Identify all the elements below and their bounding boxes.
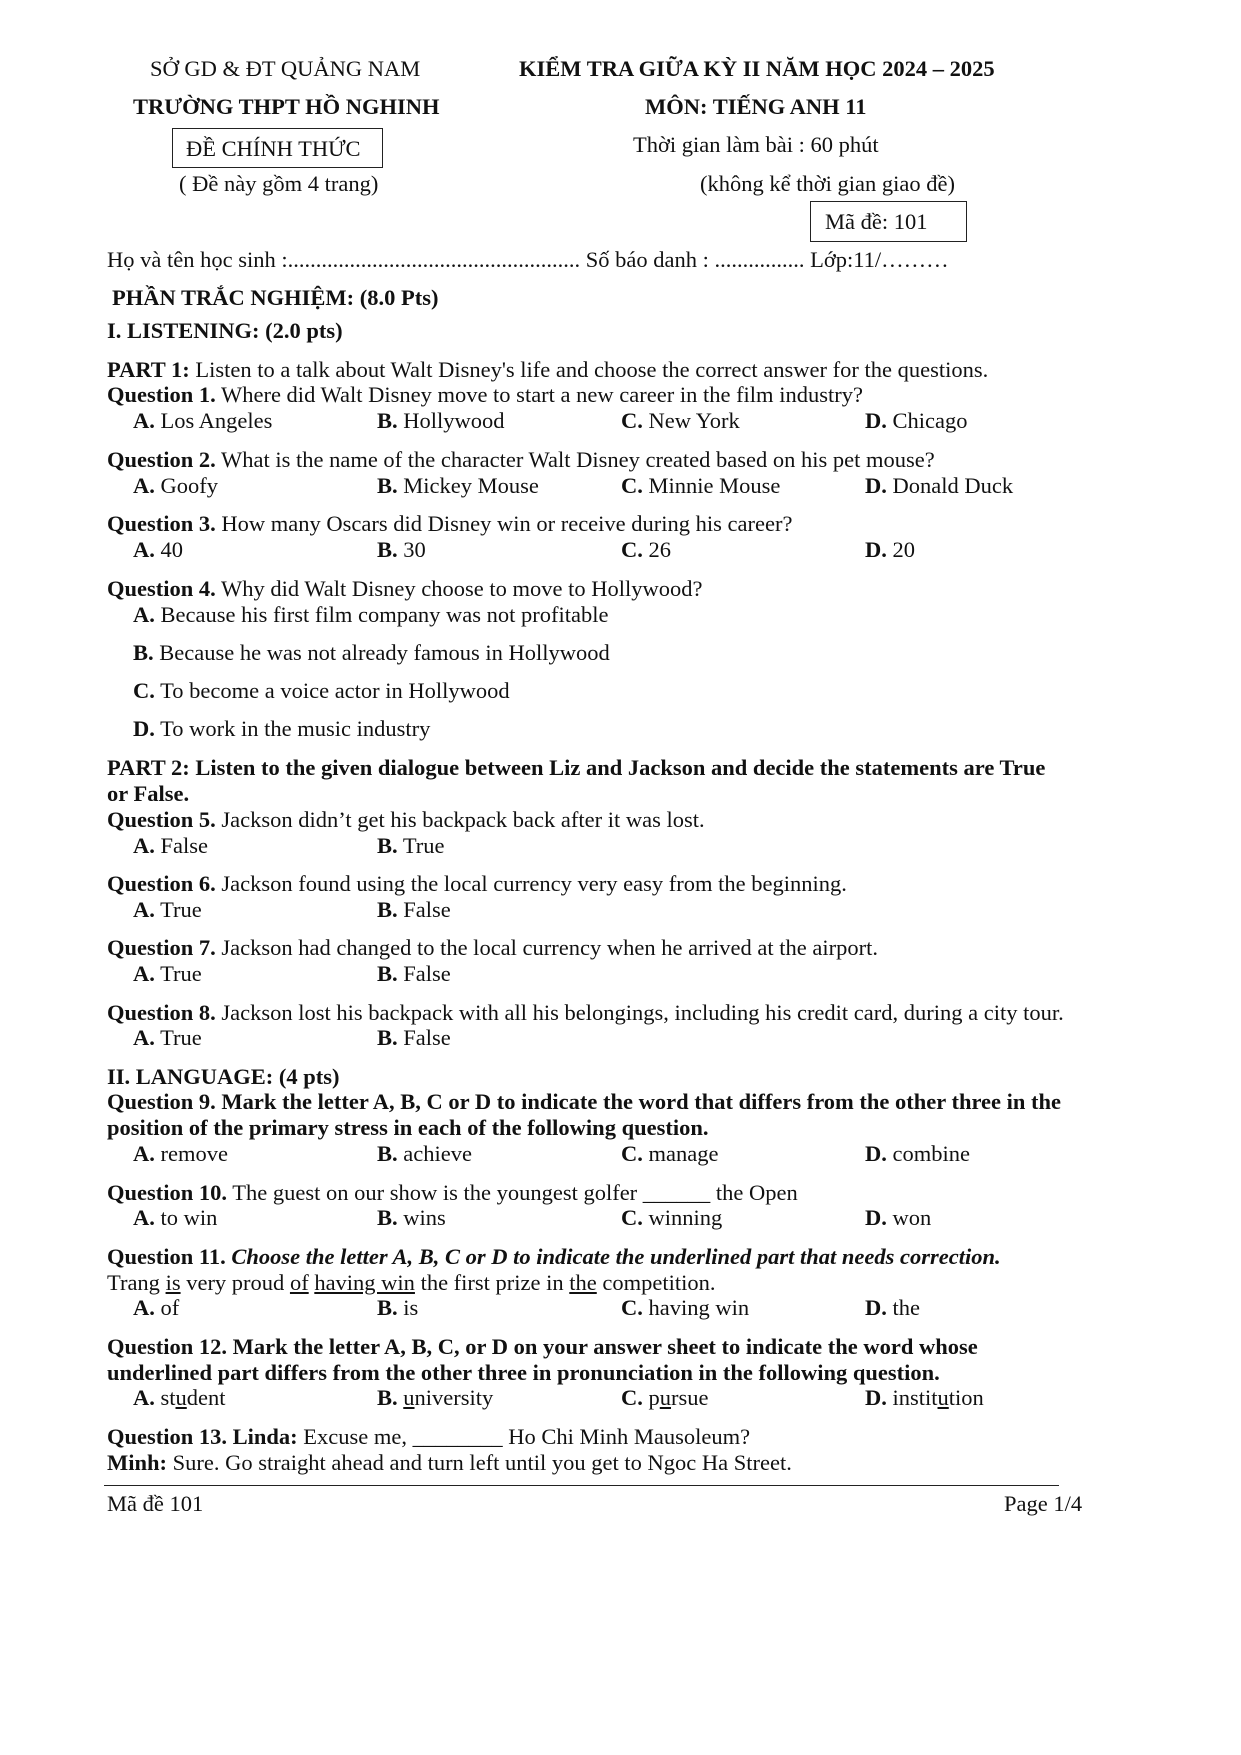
- part1-text: Listen to a talk about Walt Disney's life and choose the correct answer for the questions.: [189, 357, 989, 382]
- option-letter: B.: [377, 1295, 398, 1320]
- question-label: Question 2.: [107, 447, 216, 472]
- section-language: II. LANGUAGE: (4 pts): [107, 1064, 340, 1089]
- sentence-text: Trang: [107, 1270, 166, 1295]
- underlined-part: is: [165, 1270, 181, 1295]
- option-letter: D.: [865, 408, 887, 433]
- option-text: instit: [886, 1385, 938, 1410]
- student-info-line: Họ và tên học sinh :.................................................... Số báo danh : ................ Lớp:11/………: [107, 247, 949, 272]
- option-text: st: [154, 1385, 176, 1410]
- option-letter: D.: [865, 473, 887, 498]
- option-letter: B.: [133, 640, 154, 665]
- option-letter: C.: [621, 1205, 643, 1230]
- option-letter: B.: [377, 1385, 398, 1410]
- question-8: [107, 1000, 1064, 1026]
- subject-title: MÔN: TIẾNG ANH 11: [645, 94, 867, 119]
- option-letter: D.: [133, 716, 155, 741]
- q10-option-a[interactable]: [133, 1205, 217, 1231]
- q4-option-a[interactable]: [133, 602, 609, 628]
- sentence-text: very proud: [180, 1270, 290, 1295]
- option-letter: B.: [377, 961, 398, 986]
- underlined-part: u: [937, 1385, 949, 1410]
- option-letter: C.: [621, 473, 643, 498]
- option-text: True: [154, 1025, 202, 1050]
- q10-option-d[interactable]: [865, 1205, 931, 1231]
- option-letter: B.: [377, 408, 398, 433]
- question-9-line2: position of the primary stress in each of the following question.: [107, 1115, 709, 1140]
- option-text: True: [154, 897, 202, 922]
- option-text: of: [154, 1295, 180, 1320]
- option-text: won: [886, 1205, 932, 1230]
- q11-option-c[interactable]: [621, 1295, 749, 1321]
- part1-label: PART 1:: [107, 357, 190, 382]
- option-text: tion: [948, 1385, 984, 1410]
- question-9-line1: Question 9. Mark the letter A, B, C or D to indicate the word that differs from the other three in the: [107, 1089, 1062, 1114]
- option-letter: B.: [377, 1025, 398, 1050]
- option-text: 40: [154, 537, 183, 562]
- question-label: Question 7.: [107, 935, 216, 960]
- question-11: [107, 1244, 1001, 1270]
- department-name: SỞ GD & ĐT QUẢNG NAM: [150, 56, 421, 81]
- option-text: Minnie Mouse: [642, 473, 781, 498]
- q7-option-b[interactable]: [377, 961, 451, 987]
- option-text: False: [397, 897, 451, 922]
- question-12-line1: Question 12. Mark the letter A, B, C, or D on your answer sheet to indicate the word whose: [107, 1334, 978, 1359]
- q3-option-a[interactable]: [133, 537, 183, 563]
- q4-option-c[interactable]: [133, 678, 510, 704]
- q2-option-c[interactable]: [621, 473, 780, 499]
- question-7: [107, 935, 878, 961]
- underlined-part: u: [403, 1385, 415, 1410]
- option-text: Los Angeles: [154, 408, 273, 433]
- q1-option-c[interactable]: [621, 408, 740, 434]
- question-13-reply: [107, 1450, 792, 1476]
- option-letter: C.: [621, 1385, 643, 1410]
- option-text: p: [642, 1385, 660, 1410]
- question-5: [107, 807, 705, 833]
- option-text: True: [154, 961, 202, 986]
- option-letter: D.: [865, 1295, 887, 1320]
- question-text: How many Oscars did Disney win or receive during his career?: [215, 511, 793, 536]
- option-letter: A.: [133, 1295, 155, 1320]
- option-letter: C.: [133, 678, 155, 703]
- footer-page-number: Page 1/4: [1004, 1491, 1083, 1516]
- option-text: Donald Duck: [886, 473, 1014, 498]
- question-label: Question 4.: [107, 576, 216, 601]
- option-letter: D.: [865, 1205, 887, 1230]
- option-text: True: [397, 833, 445, 858]
- exam-code: Mã đề: 101: [825, 209, 928, 234]
- q3-option-b[interactable]: [377, 537, 426, 563]
- option-text: Goofy: [154, 473, 218, 498]
- question-label: Question 3.: [107, 511, 216, 536]
- q9-option-c[interactable]: [621, 1141, 718, 1167]
- q3-option-c[interactable]: [621, 537, 671, 563]
- option-letter: B.: [377, 1141, 398, 1166]
- option-text: rsue: [671, 1385, 709, 1410]
- option-letter: A.: [133, 1141, 155, 1166]
- sentence-text: the first prize in: [414, 1270, 570, 1295]
- option-text: Because his first film company was not profitable: [154, 602, 609, 627]
- option-letter: C.: [621, 1295, 643, 1320]
- option-text: niversity: [414, 1385, 494, 1410]
- question-text: Jackson had changed to the local currency when he arrived at the airport.: [215, 935, 878, 960]
- option-letter: B.: [377, 537, 398, 562]
- option-letter: B.: [377, 1205, 398, 1230]
- q12-option-a[interactable]: [133, 1385, 226, 1411]
- underlined-part: of: [289, 1270, 309, 1295]
- question-10: [107, 1180, 798, 1206]
- footer-divider: [104, 1485, 1059, 1486]
- option-text: remove: [154, 1141, 228, 1166]
- option-letter: A.: [133, 1025, 155, 1050]
- q9-option-b[interactable]: [377, 1141, 472, 1167]
- section-listening: I. LISTENING: (2.0 pts): [107, 318, 343, 343]
- option-text: To become a voice actor in Hollywood: [154, 678, 510, 703]
- question-label: Question 8.: [107, 1000, 216, 1025]
- option-letter: D.: [865, 537, 887, 562]
- option-text: To work in the music industry: [154, 716, 431, 741]
- q5-option-a[interactable]: [133, 833, 208, 859]
- option-text: False: [154, 833, 208, 858]
- underlined-part: having win: [314, 1270, 415, 1295]
- reply-text: Sure. Go straight ahead and turn left until you get to Ngoc Ha Street.: [167, 1450, 792, 1475]
- question-text: Excuse me, ________ Ho Chi Minh Mausoleum?: [297, 1424, 751, 1449]
- speaker-label: Minh:: [107, 1450, 168, 1475]
- question-text: Jackson didn’t get his backpack back after it was lost.: [215, 807, 705, 832]
- option-text: False: [397, 1025, 451, 1050]
- option-letter: A.: [133, 473, 155, 498]
- question-label: Question 13. Linda:: [107, 1424, 298, 1449]
- option-letter: A.: [133, 1205, 155, 1230]
- option-letter: C.: [621, 408, 643, 433]
- question-instruction: Choose the letter A, B, C or D to indicate the underlined part that needs correction.: [225, 1244, 1001, 1269]
- option-letter: A.: [133, 897, 155, 922]
- q1-option-d[interactable]: [865, 408, 967, 434]
- q4-option-d[interactable]: [133, 716, 430, 742]
- option-text: 30: [397, 537, 426, 562]
- question-2: [107, 447, 935, 473]
- option-letter: A.: [133, 833, 155, 858]
- part1-instruction: [107, 357, 988, 383]
- option-text: to win: [154, 1205, 218, 1230]
- q2-option-a[interactable]: [133, 473, 218, 499]
- question-3: [107, 511, 792, 537]
- q4-option-b[interactable]: [133, 640, 610, 666]
- question-text: Where did Walt Disney move to start a new career in the film industry?: [215, 382, 863, 407]
- underlined-part: u: [659, 1385, 671, 1410]
- footer-exam-code: Mã đề 101: [107, 1491, 204, 1516]
- option-text: wins: [397, 1205, 446, 1230]
- q10-option-b[interactable]: [377, 1205, 446, 1231]
- option-text: Mickey Mouse: [397, 473, 539, 498]
- option-text: New York: [642, 408, 740, 433]
- option-letter: C.: [621, 537, 643, 562]
- question-6: [107, 871, 847, 897]
- q10-option-c[interactable]: [621, 1205, 722, 1231]
- option-text: 26: [642, 537, 671, 562]
- q1-option-b[interactable]: [377, 408, 505, 434]
- option-letter: A.: [133, 537, 155, 562]
- q12-option-d[interactable]: [865, 1385, 984, 1411]
- q3-option-d[interactable]: [865, 537, 915, 563]
- q7-option-a[interactable]: [133, 961, 202, 987]
- question-text: Why did Walt Disney choose to move to Hollywood?: [215, 576, 703, 601]
- q11-option-a[interactable]: [133, 1295, 179, 1321]
- q12-option-c[interactable]: [621, 1385, 709, 1411]
- option-letter: A.: [133, 1385, 155, 1410]
- question-11-sentence: [107, 1270, 716, 1296]
- question-label: Question 1.: [107, 382, 216, 407]
- q2-option-d[interactable]: [865, 473, 1013, 499]
- option-letter: A.: [133, 408, 155, 433]
- question-13: [107, 1424, 750, 1450]
- option-letter: B.: [377, 473, 398, 498]
- option-letter: D.: [865, 1141, 887, 1166]
- option-letter: A.: [133, 602, 155, 627]
- q6-option-a[interactable]: [133, 897, 202, 923]
- question-1: [107, 382, 863, 408]
- question-text: The guest on our show is the youngest golfer ______ the Open: [227, 1180, 798, 1205]
- q6-option-b[interactable]: [377, 897, 451, 923]
- question-text: What is the name of the character Walt Disney created based on his pet mouse?: [215, 447, 935, 472]
- option-text: the: [886, 1295, 920, 1320]
- option-letter: B.: [377, 833, 398, 858]
- q8-option-a[interactable]: [133, 1025, 202, 1051]
- q11-option-d[interactable]: [865, 1295, 920, 1321]
- question-4: [107, 576, 702, 602]
- option-text: having win: [642, 1295, 750, 1320]
- q5-option-b[interactable]: [377, 833, 445, 859]
- q8-option-b[interactable]: [377, 1025, 451, 1051]
- option-letter: B.: [377, 897, 398, 922]
- exam-title: KIỂM TRA GIỮA KỲ II NĂM HỌC 2024 – 2025: [519, 56, 995, 81]
- official-label: ĐỀ CHÍNH THỨC: [186, 136, 361, 161]
- q9-option-d[interactable]: [865, 1141, 970, 1167]
- option-text: False: [397, 961, 451, 986]
- option-text: 20: [886, 537, 915, 562]
- time-allowed: Thời gian làm bài : 60 phút: [633, 132, 879, 157]
- option-text: achieve: [397, 1141, 472, 1166]
- question-text: Jackson found using the local currency very easy from the beginning.: [215, 871, 847, 896]
- option-text: combine: [886, 1141, 970, 1166]
- question-text: Jackson lost his backpack with all his belongings, including his credit card, during a city tour.: [215, 1000, 1064, 1025]
- underlined-part: the: [569, 1270, 597, 1295]
- q12-option-b[interactable]: [377, 1385, 493, 1411]
- question-label: Question 6.: [107, 871, 216, 896]
- option-text: Chicago: [886, 408, 968, 433]
- option-text: Hollywood: [397, 408, 505, 433]
- time-note: (không kể thời gian giao đề): [700, 171, 955, 196]
- option-text: manage: [642, 1141, 719, 1166]
- question-label: Question 10.: [107, 1180, 228, 1205]
- part2-instruction-line1: PART 2: Listen to the given dialogue between Liz and Jackson and decide the statements are True: [107, 755, 1046, 780]
- option-letter: A.: [133, 961, 155, 986]
- option-text: Because he was not already famous in Hollywood: [153, 640, 610, 665]
- q2-option-b[interactable]: [377, 473, 539, 499]
- q1-option-a[interactable]: [133, 408, 272, 434]
- section-multiple-choice: PHẦN TRẮC NGHIỆM: (8.0 Pts): [112, 285, 439, 310]
- option-text: winning: [642, 1205, 723, 1230]
- q11-option-b[interactable]: [377, 1295, 418, 1321]
- page-count-note: ( Đề này gồm 4 trang): [179, 171, 379, 196]
- question-label: Question 11.: [107, 1244, 226, 1269]
- question-12-line2: underlined part differs from the other three in pronunciation in the following question.: [107, 1360, 940, 1385]
- q9-option-a[interactable]: [133, 1141, 228, 1167]
- option-letter: D.: [865, 1385, 887, 1410]
- sentence-text: competition.: [596, 1270, 716, 1295]
- part2-instruction-line2: or False.: [107, 781, 190, 806]
- option-letter: C.: [621, 1141, 643, 1166]
- school-name: TRƯỜNG THPT HỒ NGHINH: [133, 94, 440, 119]
- question-label: Question 5.: [107, 807, 216, 832]
- underlined-part: u: [175, 1385, 187, 1410]
- option-text: dent: [186, 1385, 226, 1410]
- option-text: is: [397, 1295, 419, 1320]
